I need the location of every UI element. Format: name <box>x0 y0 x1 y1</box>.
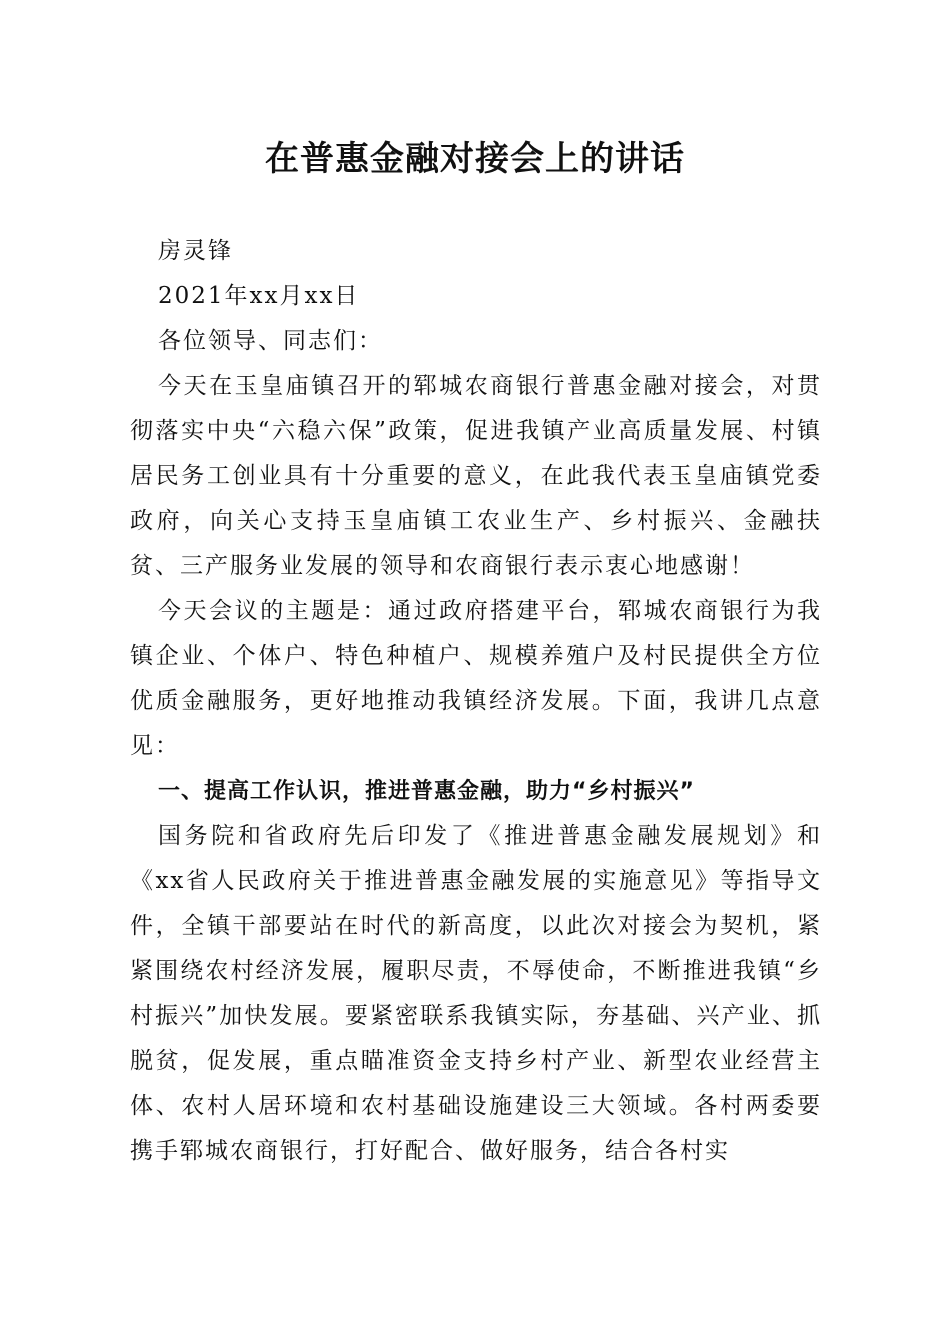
document-title: 在普惠金融对接会上的讲话 <box>265 139 685 179</box>
author-name: 房灵锋 <box>158 238 233 264</box>
paragraph-theme: 今天会议的主题是：通过政府搭建平台，郓城农商银行为我镇企业、个体户、特色种植户、规模养殖户及村民提供全方位优质金融服务，更好地推动我镇经济发展。下面，我讲几点意见： <box>130 598 822 759</box>
document-body <box>130 229 822 1174</box>
salutation: 各位领导、同志们： <box>158 328 383 354</box>
section-heading: 一、提高工作认识，推进普惠金融，助力“乡村振兴” <box>158 779 695 804</box>
paragraph-opening: 今天在玉皇庙镇召开的郓城农商银行普惠金融对接会，对贯彻落实中央“六稳六保”政策，促进我镇产业高质量发展、村镇居民务工创业具有十分重要的意义，在此我代表玉皇庙镇党委政府，向关心支持玉皇庙镇工农业生产、乡村振兴、金融扶贫、三产服务业发展的领导和农商银行表示衷心地感谢！ <box>130 373 822 579</box>
section-paragraph: 国务院和省政府先后印发了《推进普惠金融发展规划》和《xx省人民政府关于推进普惠金融发展的实施意见》等指导文件，全镇干部要站在时代的新高度，以此次对接会为契机，紧紧围绕农村经济发展，履职尽责，不辱使命，不断推进我镇“乡村振兴”加快发展。要紧密联系我镇实际，夯基础、兴产业、抓脱贫，促发展，重点瞄准资金支持乡村产业、新型农业经营主体、农村人居环境和农村基础设施建设三大领域。各村两委要携手郓城农商银行，打好配合、做好服务，结合各村实 <box>130 823 822 1164</box>
speech-date: 2021年xx月xx日 <box>158 283 360 309</box>
